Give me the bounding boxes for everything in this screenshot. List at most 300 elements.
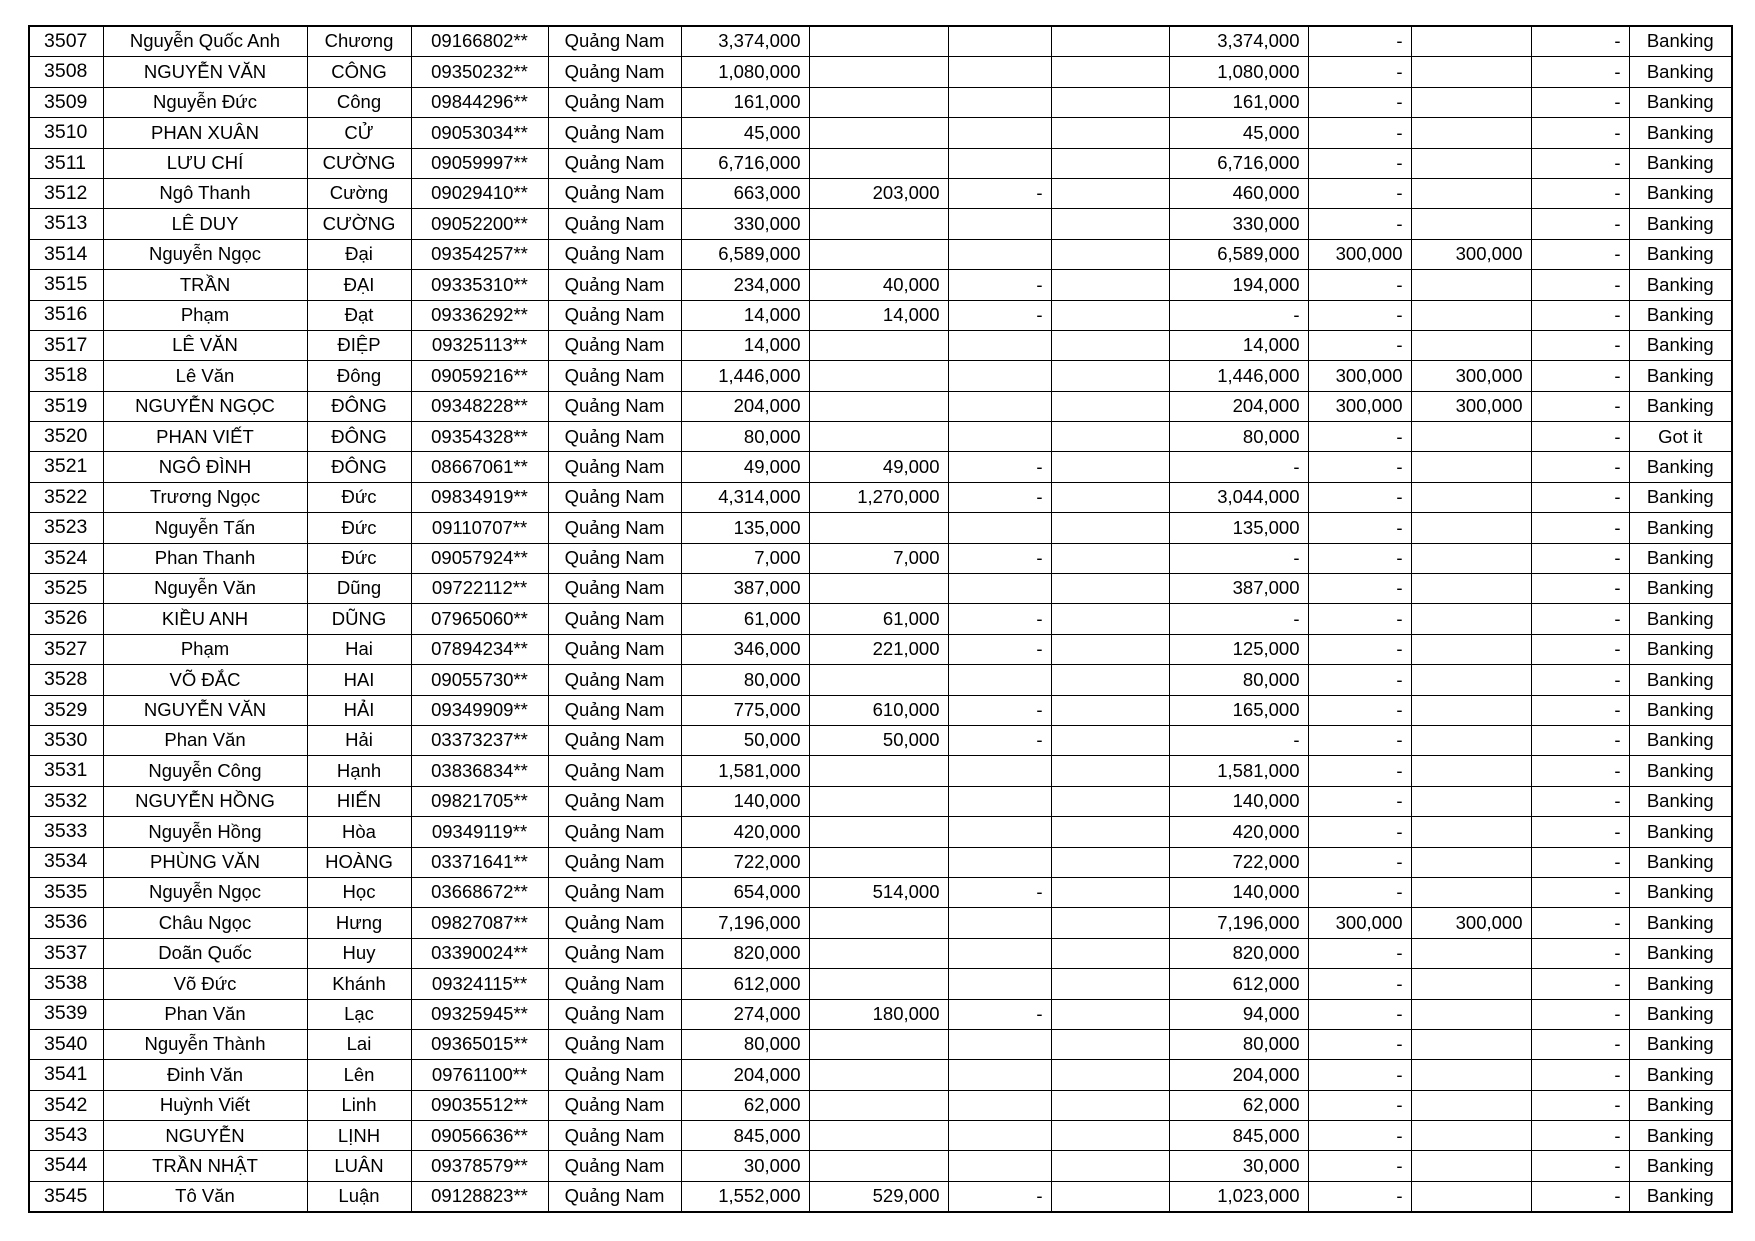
bonus-paid-cell bbox=[1411, 300, 1531, 330]
balance-cell: - bbox=[1531, 1029, 1629, 1059]
first-name-cell: CÔNG bbox=[307, 57, 411, 87]
balance-cell: - bbox=[1531, 665, 1629, 695]
bonus-paid-cell bbox=[1411, 725, 1531, 755]
payment-method-cell: Banking bbox=[1629, 1090, 1732, 1120]
bonus-paid-cell bbox=[1411, 452, 1531, 482]
payment-method-cell: Banking bbox=[1629, 999, 1732, 1029]
bonus-paid-cell bbox=[1411, 938, 1531, 968]
table-row bbox=[29, 330, 1732, 360]
last-name-cell: Châu Ngọc bbox=[103, 908, 307, 938]
province-cell: Quảng Nam bbox=[548, 877, 681, 907]
remaining-amount-cell: 45,000 bbox=[1169, 118, 1308, 148]
balance-cell: - bbox=[1531, 817, 1629, 847]
empty-cell bbox=[1051, 725, 1169, 755]
deduction-cell bbox=[809, 1090, 948, 1120]
last-name-cell: NGUYỄN VĂN bbox=[103, 695, 307, 725]
bonus-paid-cell: 300,000 bbox=[1411, 908, 1531, 938]
table-row bbox=[29, 786, 1732, 816]
first-name-cell: Luận bbox=[307, 1181, 411, 1212]
last-name-cell: Võ Đức bbox=[103, 969, 307, 999]
province-cell: Quảng Nam bbox=[548, 118, 681, 148]
total-amount-cell: 387,000 bbox=[681, 574, 809, 604]
empty-cell bbox=[1051, 482, 1169, 512]
last-name-cell: Phạm bbox=[103, 300, 307, 330]
bonus-cell: - bbox=[1308, 1121, 1411, 1151]
remaining-amount-cell: 140,000 bbox=[1169, 786, 1308, 816]
deduction-cell: 1,270,000 bbox=[809, 482, 948, 512]
remaining-amount-cell: 94,000 bbox=[1169, 999, 1308, 1029]
payment-method-cell: Banking bbox=[1629, 1060, 1732, 1090]
first-name-cell: Học bbox=[307, 877, 411, 907]
row-id-cell: 3545 bbox=[29, 1181, 103, 1212]
bonus-cell: - bbox=[1308, 26, 1411, 57]
row-id-cell: 3540 bbox=[29, 1029, 103, 1059]
remaining-amount-cell: - bbox=[1169, 543, 1308, 573]
table-row bbox=[29, 452, 1732, 482]
remaining-amount-cell: - bbox=[1169, 452, 1308, 482]
first-name-cell: Đức bbox=[307, 543, 411, 573]
total-amount-cell: 1,581,000 bbox=[681, 756, 809, 786]
province-cell: Quảng Nam bbox=[548, 300, 681, 330]
row-id-cell: 3538 bbox=[29, 969, 103, 999]
bonus-paid-cell bbox=[1411, 877, 1531, 907]
deduction-status-cell bbox=[948, 1121, 1051, 1151]
deduction-status-cell bbox=[948, 57, 1051, 87]
empty-cell bbox=[1051, 513, 1169, 543]
phone-cell: 09365015** bbox=[411, 1029, 548, 1059]
phone-cell: 09324115** bbox=[411, 969, 548, 999]
bonus-paid-cell bbox=[1411, 574, 1531, 604]
first-name-cell: DŨNG bbox=[307, 604, 411, 634]
balance-cell: - bbox=[1531, 877, 1629, 907]
bonus-cell: - bbox=[1308, 969, 1411, 999]
balance-cell: - bbox=[1531, 270, 1629, 300]
phone-cell: 09057924** bbox=[411, 543, 548, 573]
deduction-status-cell: - bbox=[948, 999, 1051, 1029]
province-cell: Quảng Nam bbox=[548, 725, 681, 755]
balance-cell: - bbox=[1531, 239, 1629, 269]
empty-cell bbox=[1051, 118, 1169, 148]
province-cell: Quảng Nam bbox=[548, 26, 681, 57]
first-name-cell: ĐÔNG bbox=[307, 422, 411, 452]
balance-cell: - bbox=[1531, 1181, 1629, 1212]
deduction-cell bbox=[809, 57, 948, 87]
bonus-paid-cell bbox=[1411, 178, 1531, 208]
last-name-cell: VÕ ĐẮC bbox=[103, 665, 307, 695]
remaining-amount-cell: 80,000 bbox=[1169, 665, 1308, 695]
table-row bbox=[29, 87, 1732, 117]
deduction-status-cell: - bbox=[948, 634, 1051, 664]
table-row bbox=[29, 26, 1732, 57]
deduction-status-cell bbox=[948, 239, 1051, 269]
first-name-cell: Khánh bbox=[307, 969, 411, 999]
remaining-amount-cell: 204,000 bbox=[1169, 391, 1308, 421]
row-id-cell: 3537 bbox=[29, 938, 103, 968]
first-name-cell: Hòa bbox=[307, 817, 411, 847]
bonus-paid-cell bbox=[1411, 1121, 1531, 1151]
payment-method-cell: Banking bbox=[1629, 604, 1732, 634]
bonus-cell: - bbox=[1308, 513, 1411, 543]
first-name-cell: CƯỜNG bbox=[307, 148, 411, 178]
deduction-status-cell bbox=[948, 1090, 1051, 1120]
empty-cell bbox=[1051, 969, 1169, 999]
phone-cell: 09821705** bbox=[411, 786, 548, 816]
last-name-cell: TRẦN NHẬT bbox=[103, 1151, 307, 1181]
row-id-cell: 3536 bbox=[29, 908, 103, 938]
empty-cell bbox=[1051, 57, 1169, 87]
phone-cell: 09035512** bbox=[411, 1090, 548, 1120]
phone-cell: 09354328** bbox=[411, 422, 548, 452]
province-cell: Quảng Nam bbox=[548, 847, 681, 877]
last-name-cell: LÊ VĂN bbox=[103, 330, 307, 360]
row-id-cell: 3523 bbox=[29, 513, 103, 543]
total-amount-cell: 80,000 bbox=[681, 1029, 809, 1059]
province-cell: Quảng Nam bbox=[548, 178, 681, 208]
table-row bbox=[29, 1181, 1732, 1212]
balance-cell: - bbox=[1531, 908, 1629, 938]
payment-method-cell: Banking bbox=[1629, 330, 1732, 360]
province-cell: Quảng Nam bbox=[548, 239, 681, 269]
phone-cell: 09059997** bbox=[411, 148, 548, 178]
province-cell: Quảng Nam bbox=[548, 786, 681, 816]
province-cell: Quảng Nam bbox=[548, 634, 681, 664]
bonus-cell: - bbox=[1308, 87, 1411, 117]
bonus-cell: - bbox=[1308, 786, 1411, 816]
bonus-paid-cell bbox=[1411, 969, 1531, 999]
empty-cell bbox=[1051, 847, 1169, 877]
phone-cell: 07965060** bbox=[411, 604, 548, 634]
province-cell: Quảng Nam bbox=[548, 695, 681, 725]
balance-cell: - bbox=[1531, 999, 1629, 1029]
table-row bbox=[29, 877, 1732, 907]
deduction-cell bbox=[809, 908, 948, 938]
bonus-cell: - bbox=[1308, 756, 1411, 786]
table-row bbox=[29, 665, 1732, 695]
empty-cell bbox=[1051, 239, 1169, 269]
bonus-paid-cell bbox=[1411, 665, 1531, 695]
phone-cell: 09348228** bbox=[411, 391, 548, 421]
total-amount-cell: 722,000 bbox=[681, 847, 809, 877]
total-amount-cell: 1,552,000 bbox=[681, 1181, 809, 1212]
row-id-cell: 3507 bbox=[29, 26, 103, 57]
table-body bbox=[29, 26, 1732, 1212]
bonus-cell: - bbox=[1308, 57, 1411, 87]
payment-method-cell: Banking bbox=[1629, 543, 1732, 573]
table-row bbox=[29, 209, 1732, 239]
total-amount-cell: 14,000 bbox=[681, 300, 809, 330]
total-amount-cell: 7,196,000 bbox=[681, 908, 809, 938]
deduction-cell: 529,000 bbox=[809, 1181, 948, 1212]
phone-cell: 09166802** bbox=[411, 26, 548, 57]
bonus-paid-cell bbox=[1411, 543, 1531, 573]
remaining-amount-cell: 6,589,000 bbox=[1169, 239, 1308, 269]
bonus-cell: - bbox=[1308, 1029, 1411, 1059]
data-table bbox=[28, 25, 1733, 1213]
balance-cell: - bbox=[1531, 178, 1629, 208]
balance-cell: - bbox=[1531, 1121, 1629, 1151]
payment-method-cell: Banking bbox=[1629, 1151, 1732, 1181]
row-id-cell: 3541 bbox=[29, 1060, 103, 1090]
payment-method-cell: Banking bbox=[1629, 87, 1732, 117]
bonus-cell: - bbox=[1308, 482, 1411, 512]
balance-cell: - bbox=[1531, 574, 1629, 604]
first-name-cell: Lên bbox=[307, 1060, 411, 1090]
empty-cell bbox=[1051, 1029, 1169, 1059]
phone-cell: 09844296** bbox=[411, 87, 548, 117]
payment-method-cell: Banking bbox=[1629, 634, 1732, 664]
province-cell: Quảng Nam bbox=[548, 270, 681, 300]
remaining-amount-cell: 30,000 bbox=[1169, 1151, 1308, 1181]
balance-cell: - bbox=[1531, 969, 1629, 999]
bonus-paid-cell bbox=[1411, 118, 1531, 148]
province-cell: Quảng Nam bbox=[548, 665, 681, 695]
balance-cell: - bbox=[1531, 695, 1629, 725]
total-amount-cell: 845,000 bbox=[681, 1121, 809, 1151]
deduction-cell: 40,000 bbox=[809, 270, 948, 300]
bonus-cell: - bbox=[1308, 817, 1411, 847]
remaining-amount-cell: 80,000 bbox=[1169, 422, 1308, 452]
remaining-amount-cell: 1,080,000 bbox=[1169, 57, 1308, 87]
province-cell: Quảng Nam bbox=[548, 817, 681, 847]
deduction-cell bbox=[809, 239, 948, 269]
balance-cell: - bbox=[1531, 361, 1629, 391]
bonus-cell: - bbox=[1308, 604, 1411, 634]
deduction-status-cell: - bbox=[948, 1181, 1051, 1212]
deduction-status-cell bbox=[948, 1060, 1051, 1090]
first-name-cell: Hai bbox=[307, 634, 411, 664]
remaining-amount-cell: 7,196,000 bbox=[1169, 908, 1308, 938]
empty-cell bbox=[1051, 1121, 1169, 1151]
deduction-cell: 180,000 bbox=[809, 999, 948, 1029]
last-name-cell: Lê Văn bbox=[103, 361, 307, 391]
bonus-paid-cell bbox=[1411, 1029, 1531, 1059]
bonus-paid-cell bbox=[1411, 786, 1531, 816]
balance-cell: - bbox=[1531, 57, 1629, 87]
last-name-cell: Doãn Quốc bbox=[103, 938, 307, 968]
table-row bbox=[29, 604, 1732, 634]
remaining-amount-cell: 3,374,000 bbox=[1169, 26, 1308, 57]
payment-method-cell: Banking bbox=[1629, 665, 1732, 695]
bonus-paid-cell bbox=[1411, 634, 1531, 664]
first-name-cell: Công bbox=[307, 87, 411, 117]
deduction-cell: 7,000 bbox=[809, 543, 948, 573]
deduction-status-cell bbox=[948, 756, 1051, 786]
province-cell: Quảng Nam bbox=[548, 574, 681, 604]
bonus-paid-cell: 300,000 bbox=[1411, 391, 1531, 421]
phone-cell: 09325945** bbox=[411, 999, 548, 1029]
total-amount-cell: 6,716,000 bbox=[681, 148, 809, 178]
empty-cell bbox=[1051, 1060, 1169, 1090]
table-row bbox=[29, 1121, 1732, 1151]
last-name-cell: Phạm bbox=[103, 634, 307, 664]
empty-cell bbox=[1051, 1151, 1169, 1181]
balance-cell: - bbox=[1531, 1151, 1629, 1181]
total-amount-cell: 654,000 bbox=[681, 877, 809, 907]
table-row bbox=[29, 178, 1732, 208]
table-row bbox=[29, 969, 1732, 999]
phone-cell: 09055730** bbox=[411, 665, 548, 695]
province-cell: Quảng Nam bbox=[548, 999, 681, 1029]
first-name-cell: Đạt bbox=[307, 300, 411, 330]
table-row bbox=[29, 908, 1732, 938]
bonus-cell: - bbox=[1308, 209, 1411, 239]
balance-cell: - bbox=[1531, 330, 1629, 360]
first-name-cell: Lạc bbox=[307, 999, 411, 1029]
bonus-cell: - bbox=[1308, 543, 1411, 573]
remaining-amount-cell: 6,716,000 bbox=[1169, 148, 1308, 178]
bonus-cell: - bbox=[1308, 695, 1411, 725]
last-name-cell: Nguyễn Văn bbox=[103, 574, 307, 604]
total-amount-cell: 14,000 bbox=[681, 330, 809, 360]
bonus-paid-cell bbox=[1411, 817, 1531, 847]
payment-method-cell: Banking bbox=[1629, 1121, 1732, 1151]
bonus-paid-cell bbox=[1411, 513, 1531, 543]
first-name-cell: Chương bbox=[307, 26, 411, 57]
total-amount-cell: 346,000 bbox=[681, 634, 809, 664]
table-row bbox=[29, 1151, 1732, 1181]
last-name-cell: LÊ DUY bbox=[103, 209, 307, 239]
deduction-cell bbox=[809, 756, 948, 786]
deduction-cell bbox=[809, 1060, 948, 1090]
province-cell: Quảng Nam bbox=[548, 1060, 681, 1090]
bonus-paid-cell bbox=[1411, 756, 1531, 786]
table-row bbox=[29, 695, 1732, 725]
remaining-amount-cell: 820,000 bbox=[1169, 938, 1308, 968]
table-row bbox=[29, 391, 1732, 421]
first-name-cell: Đông bbox=[307, 361, 411, 391]
province-cell: Quảng Nam bbox=[548, 756, 681, 786]
deduction-status-cell: - bbox=[948, 178, 1051, 208]
phone-cell: 09354257** bbox=[411, 239, 548, 269]
phone-cell: 09056636** bbox=[411, 1121, 548, 1151]
empty-cell bbox=[1051, 270, 1169, 300]
last-name-cell: Huỳnh Viết bbox=[103, 1090, 307, 1120]
balance-cell: - bbox=[1531, 604, 1629, 634]
remaining-amount-cell: 612,000 bbox=[1169, 969, 1308, 999]
remaining-amount-cell: 722,000 bbox=[1169, 847, 1308, 877]
deduction-status-cell: - bbox=[948, 695, 1051, 725]
total-amount-cell: 820,000 bbox=[681, 938, 809, 968]
phone-cell: 03373237** bbox=[411, 725, 548, 755]
empty-cell bbox=[1051, 422, 1169, 452]
province-cell: Quảng Nam bbox=[548, 969, 681, 999]
deduction-cell: 221,000 bbox=[809, 634, 948, 664]
row-id-cell: 3513 bbox=[29, 209, 103, 239]
payment-method-cell: Banking bbox=[1629, 969, 1732, 999]
province-cell: Quảng Nam bbox=[548, 1029, 681, 1059]
bonus-cell: 300,000 bbox=[1308, 391, 1411, 421]
payment-method-cell: Banking bbox=[1629, 847, 1732, 877]
bonus-cell: - bbox=[1308, 148, 1411, 178]
row-id-cell: 3515 bbox=[29, 270, 103, 300]
bonus-cell: - bbox=[1308, 665, 1411, 695]
row-id-cell: 3508 bbox=[29, 57, 103, 87]
last-name-cell: Phan Thanh bbox=[103, 543, 307, 573]
row-id-cell: 3535 bbox=[29, 877, 103, 907]
last-name-cell: Ngô Thanh bbox=[103, 178, 307, 208]
row-id-cell: 3526 bbox=[29, 604, 103, 634]
payment-method-cell: Banking bbox=[1629, 57, 1732, 87]
total-amount-cell: 234,000 bbox=[681, 270, 809, 300]
empty-cell bbox=[1051, 574, 1169, 604]
row-id-cell: 3534 bbox=[29, 847, 103, 877]
last-name-cell: Đinh Văn bbox=[103, 1060, 307, 1090]
deduction-cell bbox=[809, 513, 948, 543]
empty-cell bbox=[1051, 330, 1169, 360]
deduction-cell bbox=[809, 847, 948, 877]
first-name-cell: Linh bbox=[307, 1090, 411, 1120]
remaining-amount-cell: 1,446,000 bbox=[1169, 361, 1308, 391]
deduction-cell bbox=[809, 1151, 948, 1181]
last-name-cell: Nguyễn Đức bbox=[103, 87, 307, 117]
table-row bbox=[29, 361, 1732, 391]
last-name-cell: Nguyễn Ngọc bbox=[103, 239, 307, 269]
deduction-status-cell bbox=[948, 1151, 1051, 1181]
empty-cell bbox=[1051, 452, 1169, 482]
first-name-cell: Đức bbox=[307, 513, 411, 543]
last-name-cell: PHÙNG VĂN bbox=[103, 847, 307, 877]
table-row bbox=[29, 482, 1732, 512]
row-id-cell: 3524 bbox=[29, 543, 103, 573]
deduction-cell: 610,000 bbox=[809, 695, 948, 725]
bonus-cell: - bbox=[1308, 1181, 1411, 1212]
phone-cell: 09349909** bbox=[411, 695, 548, 725]
empty-cell bbox=[1051, 391, 1169, 421]
deduction-status-cell bbox=[948, 148, 1051, 178]
first-name-cell: LỊNH bbox=[307, 1121, 411, 1151]
deduction-status-cell bbox=[948, 118, 1051, 148]
row-id-cell: 3520 bbox=[29, 422, 103, 452]
province-cell: Quảng Nam bbox=[548, 908, 681, 938]
table-row bbox=[29, 148, 1732, 178]
first-name-cell: ĐÔNG bbox=[307, 452, 411, 482]
table-row bbox=[29, 543, 1732, 573]
balance-cell: - bbox=[1531, 786, 1629, 816]
first-name-cell: Lai bbox=[307, 1029, 411, 1059]
table-row bbox=[29, 513, 1732, 543]
table-row bbox=[29, 847, 1732, 877]
deduction-status-cell bbox=[948, 1029, 1051, 1059]
table-row bbox=[29, 756, 1732, 786]
empty-cell bbox=[1051, 665, 1169, 695]
total-amount-cell: 80,000 bbox=[681, 422, 809, 452]
first-name-cell: HOÀNG bbox=[307, 847, 411, 877]
balance-cell: - bbox=[1531, 756, 1629, 786]
first-name-cell: Hưng bbox=[307, 908, 411, 938]
row-id-cell: 3518 bbox=[29, 361, 103, 391]
row-id-cell: 3519 bbox=[29, 391, 103, 421]
phone-cell: 09378579** bbox=[411, 1151, 548, 1181]
deduction-status-cell bbox=[948, 26, 1051, 57]
empty-cell bbox=[1051, 87, 1169, 117]
bonus-cell: - bbox=[1308, 634, 1411, 664]
deduction-cell bbox=[809, 209, 948, 239]
deduction-cell bbox=[809, 817, 948, 847]
deduction-status-cell bbox=[948, 361, 1051, 391]
remaining-amount-cell: 80,000 bbox=[1169, 1029, 1308, 1059]
remaining-amount-cell: 194,000 bbox=[1169, 270, 1308, 300]
total-amount-cell: 62,000 bbox=[681, 1090, 809, 1120]
balance-cell: - bbox=[1531, 513, 1629, 543]
deduction-cell bbox=[809, 665, 948, 695]
province-cell: Quảng Nam bbox=[548, 543, 681, 573]
bonus-paid-cell bbox=[1411, 999, 1531, 1029]
deduction-cell bbox=[809, 1121, 948, 1151]
province-cell: Quảng Nam bbox=[548, 452, 681, 482]
empty-cell bbox=[1051, 695, 1169, 725]
payment-method-cell: Banking bbox=[1629, 300, 1732, 330]
payment-method-cell: Banking bbox=[1629, 1181, 1732, 1212]
